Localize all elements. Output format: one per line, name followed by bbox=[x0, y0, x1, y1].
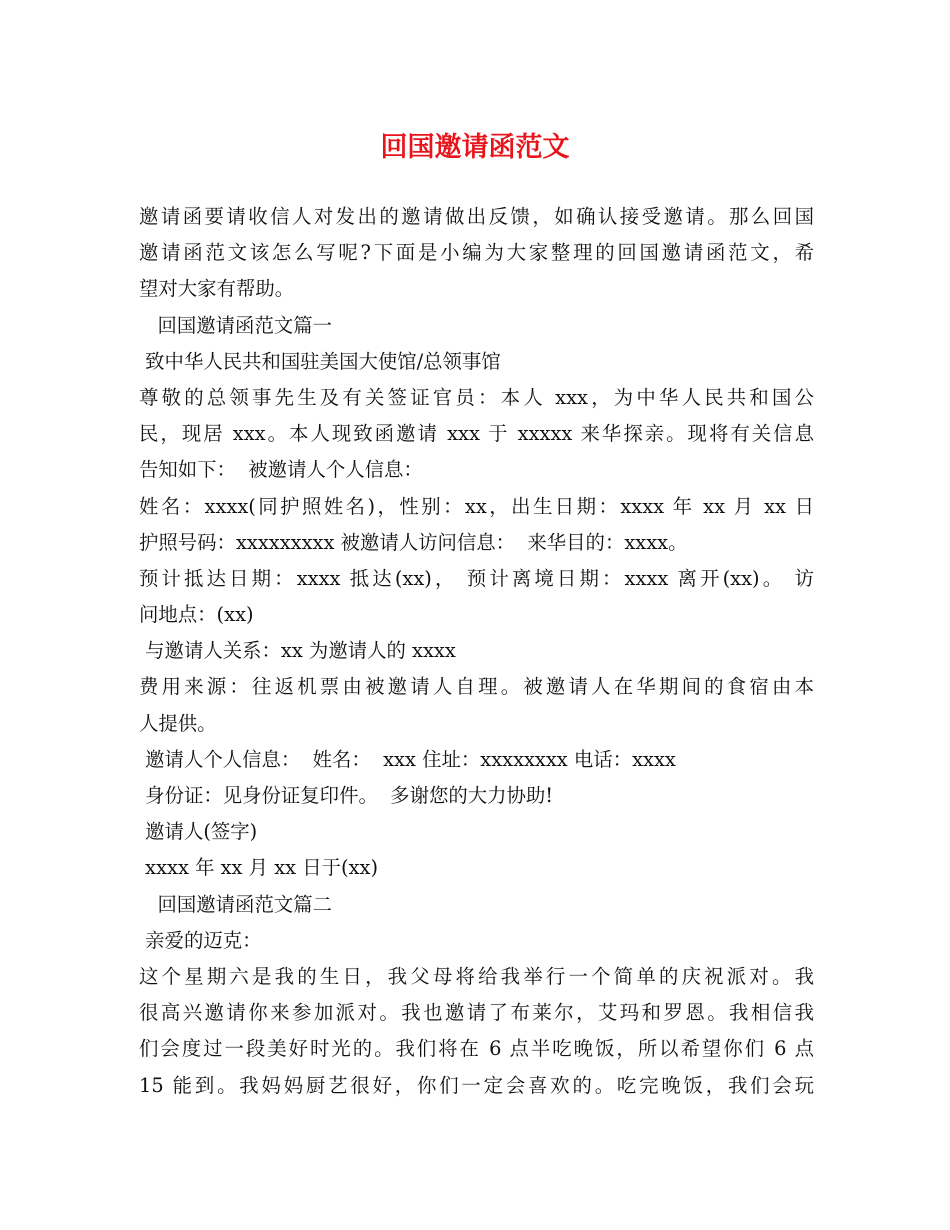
paragraph-line: 致中华人民共和国驻美国大使馆/总领事馆 bbox=[139, 349, 501, 373]
paragraph-line: 尊敬的总领事先生及有关签证官员：本人 xxx，为中华人民共和国公 bbox=[139, 385, 814, 409]
section-heading: 回国邀请函范文篇二 bbox=[139, 892, 333, 916]
paragraph-line: 身份证：见身份证复印件。 多谢您的大力协助! bbox=[139, 784, 554, 807]
paragraph-line: 护照号码：xxxxxxxxx 被邀请人访问信息： 来华目的：xxxx。 bbox=[139, 530, 688, 554]
paragraph-line: 问地点：(xx) bbox=[139, 603, 254, 627]
section-heading: 回国邀请函范文篇一 bbox=[139, 313, 333, 337]
paragraph-line: 邀请人(签字) bbox=[139, 820, 258, 844]
paragraph-line: 邀请函要请收信人对发出的邀请做出反馈，如确认接受邀请。那么回国 bbox=[139, 205, 814, 228]
document-title: 回国邀请函范文 bbox=[380, 132, 570, 163]
paragraph-line: 告知如下： 被邀请人个人信息： bbox=[139, 458, 423, 482]
paragraph-line: 邀请人个人信息： 姓名： xxx 住址：xxxxxxxx 电话：xxxx bbox=[139, 747, 676, 771]
document-body bbox=[139, 199, 814, 1104]
paragraph-line: 邀请函范文该怎么写呢?下面是小编为大家整理的回国邀请函范文，希 bbox=[139, 241, 814, 265]
paragraph-line: 15 能到。我妈妈厨艺很好，你们一定会喜欢的。吃完晚饭，我们会玩 bbox=[139, 1073, 814, 1097]
paragraph-line: 姓名：xxxx(同护照姓名)，性别：xx，出生日期：xxxx 年 xx 月 xx 日 bbox=[139, 494, 814, 518]
paragraph-line: 人提供。 bbox=[139, 711, 217, 735]
paragraph-line: 预计抵达日期：xxxx 抵达(xx)， 预计离境日期：xxxx 离开(xx)。 访 bbox=[139, 566, 814, 590]
paragraph-line: 民，现居 xxx。本人现致函邀请 xxx 于 xxxxx 来华探亲。现将有关信息 bbox=[139, 422, 814, 446]
paragraph-line: 与邀请人关系：xx 为邀请人的 xxxx bbox=[139, 639, 456, 663]
paragraph-line: 很高兴邀请你来参加派对。我也邀请了布莱尔，艾玛和罗恩。我相信我 bbox=[139, 1001, 814, 1025]
paragraph-line: 们会度过一段美好时光的。我们将在 6 点半吃晚饭，所以希望你们 6 点 bbox=[139, 1037, 814, 1061]
paragraph-line: 这个星期六是我的生日，我父母将给我举行一个简单的庆祝派对。我 bbox=[139, 964, 814, 988]
paragraph-line: xxxx 年 xx 月 xx 日于(xx) bbox=[139, 856, 379, 880]
paragraph-line: 望对大家有帮助。 bbox=[139, 277, 295, 301]
paragraph-line: 费用来源：往返机票由被邀请人自理。被邀请人在华期间的食宿由本 bbox=[139, 675, 814, 699]
paragraph-line: 亲爱的迈克： bbox=[139, 928, 262, 952]
